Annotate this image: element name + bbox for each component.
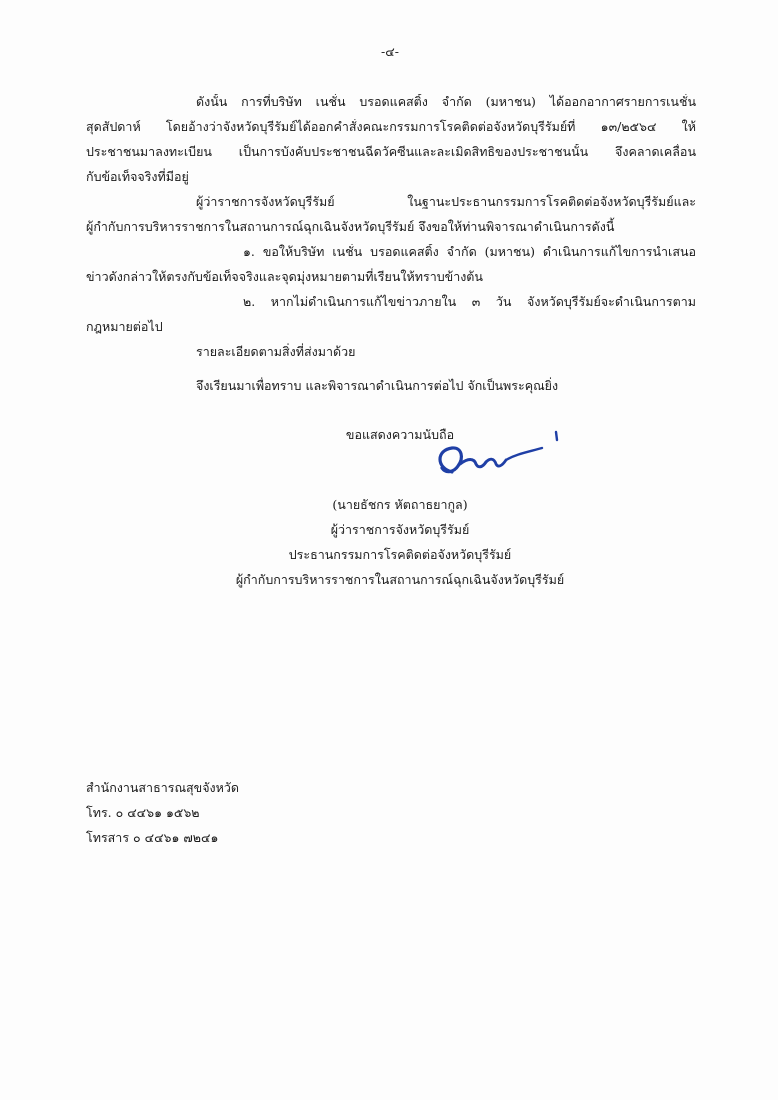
page-number: -๔- xyxy=(381,44,399,59)
paragraph-1-line-1: ดังนั้น การที่บริษัท เนชั่น บรอดแคสติ้ง จำกัด (มหาชน) ได้ออกอากาศรายการเนชั่น xyxy=(196,94,696,109)
attachment-note: รายละเอียดตามสิ่งที่ส่งมาด้วย xyxy=(196,344,356,359)
item-1-line-1: ๑. ขอให้บริษัท เนชั่น บรอดแคสติ้ง จำกัด (มหาชน) ดำเนินการแก้ไขการนำเสนอ xyxy=(243,244,696,259)
paragraph-1-line-3: ประชาชนมาลงทะเบียน เป็นการบังคับประชาชนฉีดวัคซีนและละเมิดสิทธิของประชาชนนั้น จึงคลาดเคลื่อน xyxy=(86,144,696,159)
paragraph-2-line-2: ผู้กำกับการบริหารราชการในสถานการณ์ฉุกเฉินจังหวัดบุรีรัมย์ จึงขอให้ท่านพิจารณาดำเนินการดังนี้ xyxy=(86,219,615,234)
handwritten-signature-icon xyxy=(430,428,560,488)
salutation: ขอแสดงความนับถือ xyxy=(345,427,455,442)
signatory-name: (นายธัชกร หัตถาธยากูล) xyxy=(332,497,468,512)
item-2-line-1: ๒. หากไม่ดำเนินการแก้ไขข่าวภายใน ๓ วัน จังหวัดบุรีรัมย์จะดำเนินการตาม xyxy=(243,294,696,309)
footer-phone: โทร. ๐ ๔๔๖๑ ๑๕๖๒ xyxy=(86,805,200,820)
item-1-line-2: ข่าวดังกล่าวให้ตรงกับข้อเท็จจริงและจุดมุ่งหมายตามที่เรียนให้ทราบข้างต้น xyxy=(86,269,483,284)
paragraph-2-line-1: ผู้ว่าราชการจังหวัดบุรีรัมย์ ในฐานะประธานกรรมการโรคติดต่อจังหวัดบุรีรัมย์และ xyxy=(196,194,696,209)
signatory-title-3: ผู้กำกับการบริหารราชการในสถานการณ์ฉุกเฉินจังหวัดบุรีรัมย์ xyxy=(235,572,565,587)
signatory-title-1: ผู้ว่าราชการจังหวัดบุรีรัมย์ xyxy=(330,522,470,537)
paragraph-1-line-2: สุดสัปดาห์ โดยอ้างว่าจังหวัดบุรีรัมย์ได้ออกคำสั่งคณะกรรมการโรคติดต่อจังหวัดบุรีรัมย์ที่ ๑๓/๒๕๖๔ ให้ xyxy=(86,119,696,134)
item-2-line-2: กฎหมายต่อไป xyxy=(86,319,163,334)
footer-office: สำนักงานสาธารณสุขจังหวัด xyxy=(86,780,240,795)
footer-fax: โทรสาร ๐ ๔๔๖๑ ๗๒๔๑ xyxy=(86,830,219,845)
signatory-title-2: ประธานกรรมการโรคติดต่อจังหวัดบุรีรัมย์ xyxy=(288,547,512,562)
paragraph-1-line-4: กับข้อเท็จจริงที่มีอยู่ xyxy=(86,169,189,184)
closing-request: จึงเรียนมาเพื่อทราบ และพิจารณาดำเนินการต่อไป จักเป็นพระคุณยิ่ง xyxy=(196,378,559,393)
